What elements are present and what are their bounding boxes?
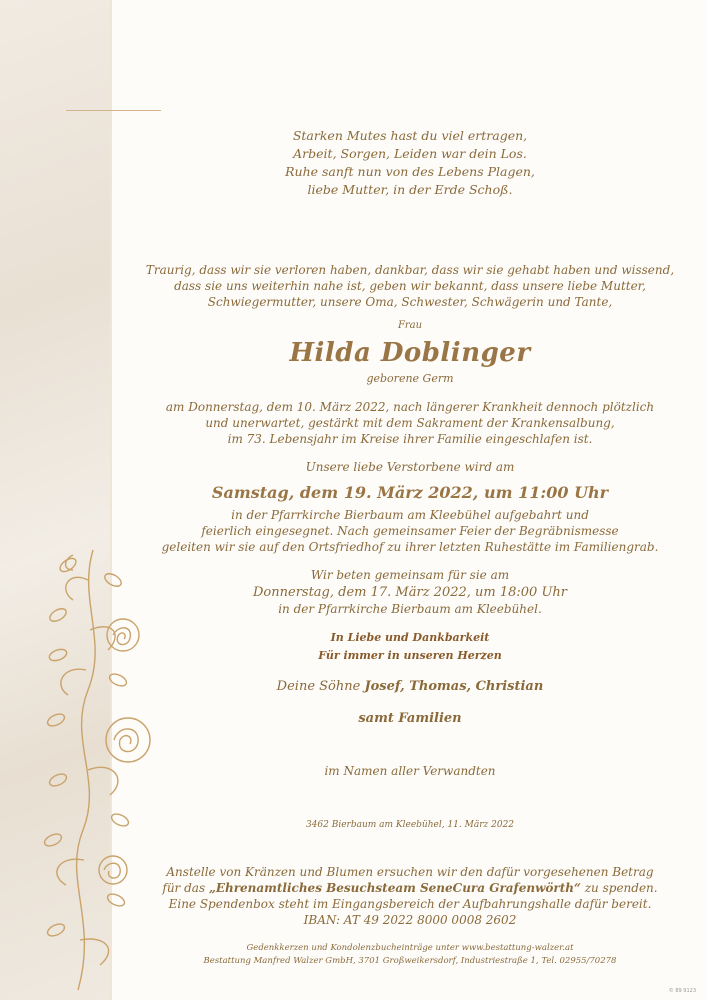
funeral-line: geleiten wir sie auf den Ortsfriedhof zu ihrer letzten Ruhestätte im Familiengrab. (161, 540, 659, 554)
footer-line: Bestattung Manfred Walzer GmbH, 3701 Großweikersdorf, Industriestraße 1, Tel. 02955/70278 (203, 956, 617, 966)
donation-prefix: für das (162, 881, 206, 895)
script-line: Für immer in unseren Herzen (318, 649, 502, 662)
funeral-date: Samstag, dem 19. März 2022, um 11:00 Uhr (211, 483, 609, 502)
families-line: samt Familien (358, 711, 462, 726)
funeral-intro: Unsere liebe Verstorbene wird am (305, 460, 515, 474)
donation-line: Eine Spendenbox steht im Eingangsbereich der Aufbahrungshalle dafür bereit. (168, 897, 652, 911)
prayer-date: Donnerstag, dem 17. März 2022, um 18:00 Uhr (253, 585, 567, 600)
intro-line: dass sie uns weiterhin nahe ist, geben wir bekannt, dass unsere liebe Mutter, (174, 279, 646, 293)
prayer-intro: Wir beten gemeinsam für sie am (310, 568, 510, 582)
salutation: Frau (397, 320, 423, 331)
poem-line: Arbeit, Sorgen, Leiden war dein Los. (293, 146, 527, 161)
prayer-place: in der Pfarrkirche Bierbaum am Kleebühel. (278, 602, 542, 616)
funeral-line: feierlich eingesegnet. Nach gemeinsamer Feier der Begräbnismesse (201, 524, 619, 538)
sons-line (160, 678, 660, 696)
donation-suffix: zu spenden. (584, 881, 658, 895)
sons-names: Josef, Thomas, Christian (364, 679, 544, 694)
poem-line: Ruhe sanft nun von des Lebens Plagen, (285, 164, 535, 179)
donation-org: „Ehrenamtliches Besuchsteam SeneCura Grafenwörth“ (208, 881, 581, 895)
notice-content (145, 0, 675, 1000)
iban: IBAN: AT 49 2022 8000 0008 2602 (303, 913, 517, 927)
death-line: und unerwartet, gestärkt mit dem Sakrament der Krankensalbung, (205, 416, 615, 430)
deceased-name: Hilda Doblinger (289, 338, 531, 368)
intro-line: Schwiegermutter, unsere Oma, Schwester, Schwägerin und Tante, (207, 295, 613, 309)
donation-line: Anstelle von Kränzen und Blumen ersuchen wir den dafür vorgesehenen Betrag (166, 865, 654, 879)
accent-line (66, 110, 161, 111)
funeral-line: in der Pfarrkirche Bierbaum am Kleebühel aufgebahrt und (231, 508, 589, 522)
intro-line: Traurig, dass wir sie verloren haben, dankbar, dass wir sie gehabt haben und wissend, (145, 263, 675, 277)
place-date: 3462 Bierbaum am Kleebühel, 11. März 2022 (305, 820, 515, 830)
death-line: am Donnerstag, dem 10. März 2022, nach längerer Krankheit dennoch plötzlich (165, 400, 655, 414)
death-line: im 73. Lebensjahr im Kreise ihrer Familie eingeschlafen ist. (227, 432, 593, 446)
rose-ornament-icon (18, 540, 158, 1000)
relatives-line: im Namen aller Verwandten (324, 764, 496, 778)
poem-line: liebe Mutter, in der Erde Schoß. (307, 182, 513, 197)
maiden-name: geborene Germ (366, 372, 454, 385)
sons-prefix: Deine Söhne (276, 679, 361, 694)
poem-line: Starken Mutes hast du viel ertragen, (292, 128, 528, 143)
footer-line: Gedenkkerzen und Kondolenzbucheinträge unter www.bestattung-walzer.at (246, 943, 574, 953)
print-code: © 89 9123 (668, 988, 696, 994)
donation-line (160, 881, 660, 897)
script-line: In Liebe und Dankbarkeit (330, 631, 490, 644)
